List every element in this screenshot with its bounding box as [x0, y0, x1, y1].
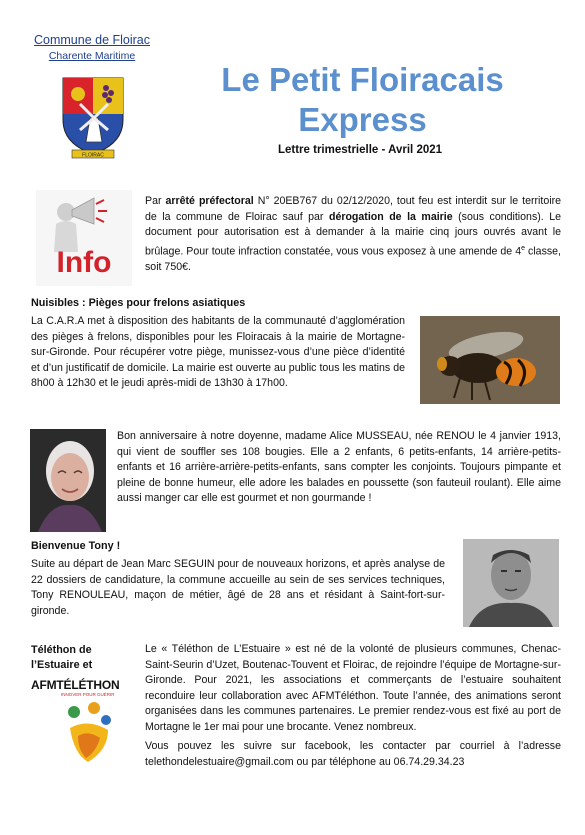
info-superscript: e: [521, 244, 525, 252]
nuisibles-heading: Nuisibles : Pièges pour frelons asiatiques: [31, 297, 246, 309]
newsletter-title: [180, 60, 545, 140]
crest-ribbon-text: FLOIRAC: [82, 152, 104, 159]
title-line-1: Le Petit Floiracais: [221, 61, 504, 98]
doyenne-portrait-photo: [30, 429, 106, 532]
telethon-paragraph-1: Le « Téléthon de L’Estuaire » est né de la volonté de plusieurs communes, Chenac-Saint-Seurin d’Uzet, Boutenac-Touvent et Floirac, de rejoindre l’équipe de Mortagne-sur-Gironde. Pour 2021, les associations et commerçants de l’estuaire souhaitent reconduire leur collaboration avec AFMTéléthon. Toute l’année, des animations seront organisées dans les communes partenaires. Le premier rendez-vous est fixé au port de Mortagne le 1er mai pour une brocante. Venez nombreux.: [145, 643, 561, 733]
tony-paragraph: Suite au départ de Jean Marc SEGUIN pour de nouveaux horizons, et après analyse de 22 dossiers de candidature, la commune accueille au sein de ses services techniques, Tony RENOULEAU, maçon de métier, âgé de 28 ans et résidant à Saint-fort-sur-gironde.: [31, 558, 445, 617]
anniversaire-paragraph: Bon anniversaire à notre doyenne, madame Alice MUSSEAU, née RENOU le 4 janvier 1913, qui vient de souffler ses 108 bougies. Elle a 2 enfants, 6 petits-enfants, 14 arrière-petits-enfants et 16 arrière-arrière-petits-enfants, sans compter les conjoints. Toujours pimpante et pleine de bonne humeur, elle adore les balades en poussette (son fauteuil roulant). Elle aime aussi manger car elle est gourmet et non gourmande !: [117, 430, 561, 504]
telethon-paragraph-2: Vous pouvez les suivre sur facebook, les contacter par courriel à l’adresse telethondelestuaire@gmail.com ou par téléphone au 06.74.29.34.23: [145, 740, 561, 768]
info-text-7: classe, soit 750€.: [145, 245, 561, 273]
afm-logo-tagline: INNOVER POUR GUÉRIR: [61, 692, 115, 697]
info-derogation: dérogation de la mairie: [328, 210, 453, 223]
telethon-heading: [31, 643, 92, 673]
info-text-5: (sous conditions). Le document pour autorisation est à demander à la mairie cinq jours ouvrés avant le brûlage. Pour toute infraction constatée, vous vous exposez à une amende de 4: [145, 210, 561, 258]
tony-heading: Bienvenue Tony !: [31, 540, 121, 552]
info-megaphone-image: [36, 190, 132, 286]
commune-name: Commune de Floirac: [33, 33, 150, 47]
nuisibles-paragraph: La C.A.R.A met à disposition des habitants de la communauté d’agglomération des pièges à frelons, disponibles pour les Floiracais à la mairie de Mortagne-sur-Gironde. Pour récupérer votre piège, munissez-vous d’une pièce d’identité et d’un justificatif de domicile. La mairie est ouverte au public tous les matins de 8h00 à 12h30 et le jeudi après-midi de 13h30 à 17h00.: [31, 315, 405, 389]
coat-of-arms-icon: [60, 74, 126, 160]
info-word: Info: [56, 246, 112, 279]
info-text-1: Par: [145, 195, 162, 207]
telethon-heading-line-2: l’Estuaire et: [31, 659, 93, 671]
info-text-3: N° 20EB767 du 02/12/2020, tout feu est interdit sur le territoire de la commune de Floirac sauf par: [145, 195, 561, 223]
info-arrete: arrêté préfectoral: [165, 195, 254, 207]
afm-logo-text: AFMTÉLÉTHON: [31, 678, 120, 692]
newsletter-subtitle: Lettre trimestrielle - Avril 2021: [277, 144, 443, 156]
title-line-2: Express: [298, 101, 427, 138]
afm-telethon-logo: [31, 678, 136, 697]
telethon-figure-icon: [64, 700, 112, 764]
hornet-photo: [420, 316, 560, 404]
tony-portrait-photo: [463, 539, 559, 627]
info-paragraph: [145, 194, 561, 275]
telethon-heading-line-1: Téléthon de: [31, 644, 92, 656]
region-name: Charente Maritime: [48, 50, 136, 62]
